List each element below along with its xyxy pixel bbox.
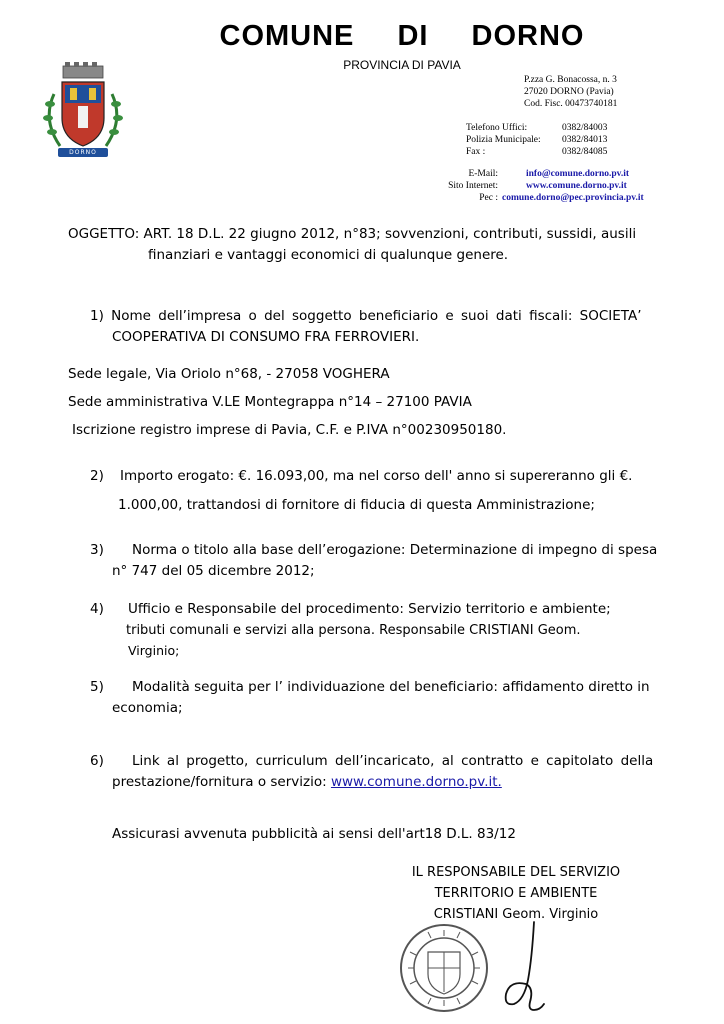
contact-row	[438, 168, 644, 180]
item-1-line-2: COOPERATIVA DI CONSUMO FRA FERROVIERI.	[112, 329, 420, 345]
item-5-line-1: Modalità seguita per l’ individuazione del beneficiario: affidamento diretto in	[132, 679, 650, 695]
item-6-number: 6)	[90, 753, 104, 769]
item-5-line-2: economia;	[112, 700, 183, 716]
contact-row	[438, 180, 644, 192]
municipal-crest	[38, 60, 128, 160]
phone-row	[466, 122, 607, 134]
phone-label: Polizia Municipale:	[466, 135, 541, 145]
contact-label: E-Mail:	[468, 169, 498, 179]
phone-label: Fax :	[466, 147, 486, 157]
address-line: 27020 DORNO (Pavia)	[524, 87, 614, 97]
website-link-body[interactable]: www.comune.dorno.pv.it.	[330, 774, 502, 790]
contact-label: Sito Internet:	[448, 181, 498, 191]
pec-link[interactable]: comune.dorno@pec.provincia.pv.it	[502, 193, 644, 203]
item-3-line-2: n° 747 del 05 dicembre 2012;	[112, 563, 315, 579]
item-3-number: 3)	[90, 542, 104, 558]
phone-row	[466, 146, 607, 158]
signature-line-3: CRISTIANI Geom. Virginio	[433, 907, 599, 922]
item-4-line-2: tributi comunali e servizi alla persona. Responsabile CRISTIANI Geom.	[126, 623, 581, 638]
item-1-line-1: 1) Nome dell’impresa o del soggetto beneficiario e suoi dati fiscali: SOCIETA’	[90, 308, 642, 324]
item-6-line-2	[112, 772, 502, 793]
phone-row	[466, 134, 607, 146]
item-2-line-1: Importo erogato: €. 16.093,00, ma nel corso dell' anno si supereranno gli €.	[120, 468, 633, 484]
item-5-number: 5)	[90, 679, 104, 695]
contact-label: Pec :	[479, 193, 498, 203]
item-4-line-3: Virginio;	[128, 643, 180, 658]
item-3-line-1: Norma o titolo alla base dell’erogazione: Determinazione di impegno di spesa	[132, 542, 658, 558]
official-stamp	[398, 922, 490, 1014]
address-line: Cod. Fisc. 00473740181	[524, 99, 618, 109]
iscrizione-registro: Iscrizione registro imprese di Pavia, C.F. e P.IVA n°00230950180.	[72, 422, 507, 438]
website-link[interactable]: www.comune.dorno.pv.it	[526, 181, 627, 191]
item-6-prefix: prestazione/fornitura o servizio:	[112, 774, 331, 790]
contact-row	[438, 192, 644, 204]
subject-line-2: finanziari e vantaggi economici di qualunque genere.	[148, 247, 509, 263]
sede-amministrativa: Sede amministrativa V.LE Montegrappa n°14 – 27100 PAVIA	[68, 394, 472, 410]
phone-block	[466, 122, 607, 158]
signature-block	[396, 862, 636, 925]
item-2-line-2: 1.000,00, trattandosi di fornitore di fiducia di questa Amministrazione;	[118, 497, 595, 513]
subject-line-1: OGGETTO: ART. 18 D.L. 22 giugno 2012, n°83; sovvenzioni, contributi, sussidi, ausili	[68, 226, 637, 242]
page-title: COMUNE DI DORNO	[219, 20, 585, 52]
assicurasi-note: Assicurasi avvenuta pubblicità ai sensi dell'art18 D.L. 83/12	[112, 826, 516, 842]
phone-label: Telefono Uffici:	[466, 123, 528, 133]
province-name: PROVINCIA DI PAVIA	[343, 58, 461, 72]
item-6-line-1: Link al progetto, curriculum dell’incaricato, al contratto e capitolato della	[132, 753, 654, 769]
phone-value: 0382/84013	[562, 135, 608, 145]
handwritten-signature	[498, 918, 558, 1018]
email-link[interactable]: info@comune.dorno.pv.it	[526, 169, 630, 179]
item-2-number: 2)	[90, 468, 104, 484]
sede-legale: Sede legale, Via Oriolo n°68, - 27058 VOGHERA	[68, 366, 390, 382]
signature-line-2: TERRITORIO E AMBIENTE	[434, 886, 598, 901]
address-line: P.zza G. Bonacossa, n. 3	[524, 75, 617, 85]
phone-value: 0382/84085	[562, 147, 608, 157]
contact-block	[438, 168, 644, 204]
signature-line-1: IL RESPONSABILE DEL SERVIZIO	[411, 865, 621, 880]
address-block	[524, 74, 617, 110]
item-4-number: 4)	[90, 601, 104, 617]
item-4-line-1: Ufficio e Responsabile del procedimento: Servizio territorio e ambiente;	[128, 601, 611, 617]
phone-value: 0382/84003	[562, 123, 608, 133]
crest-ribbon-text: DORNO	[69, 149, 97, 156]
